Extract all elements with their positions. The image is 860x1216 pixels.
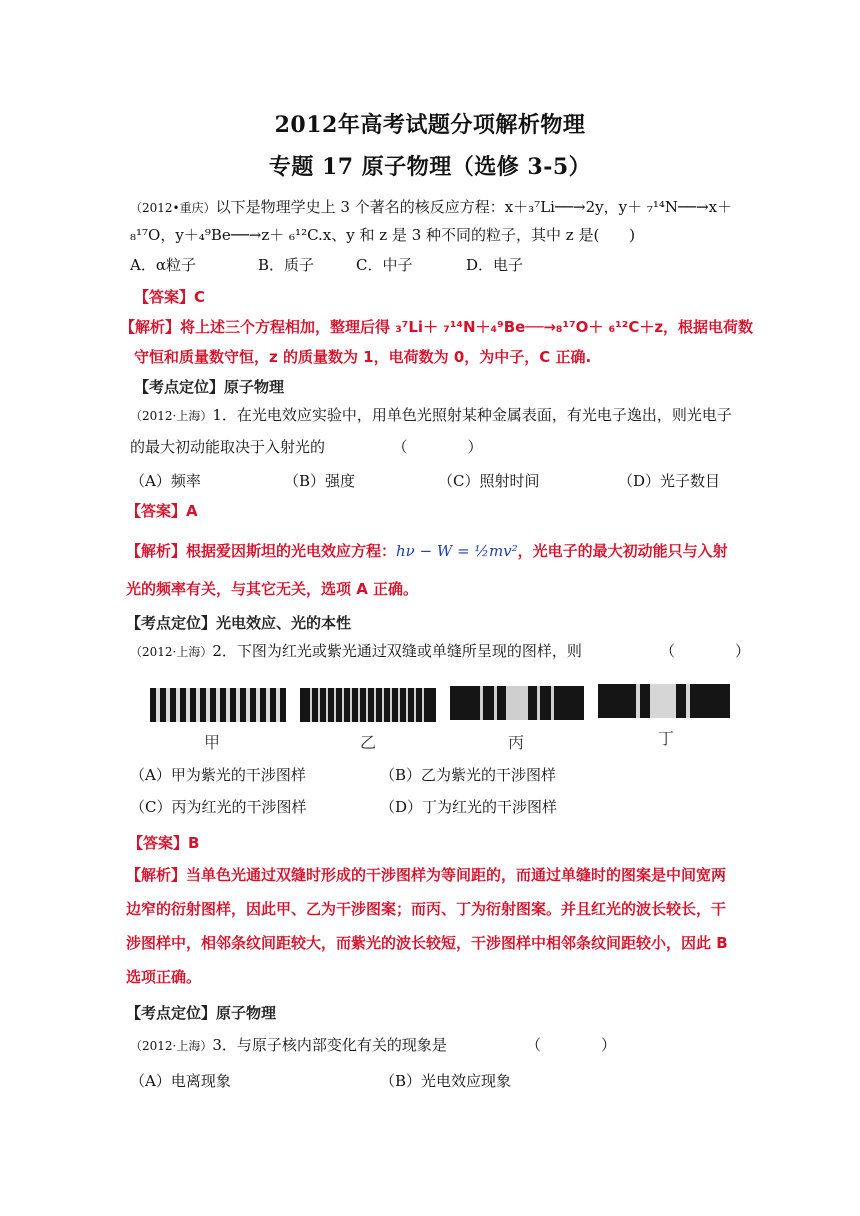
q3-source: （2012·上海） <box>130 645 213 659</box>
q2-option-a: （A）频率 <box>130 472 201 490</box>
document-title: 2012年高考试题分项解析物理 <box>274 112 586 138</box>
fringe-pattern-bing <box>450 686 584 720</box>
q3-paren: （ ） <box>660 642 751 660</box>
fringe-label-ding: 丁 <box>658 729 675 748</box>
q4-stem-line <box>130 1034 447 1055</box>
fringe-label-bing: 丙 <box>508 733 525 752</box>
q4-option-b: （B）光电效应现象 <box>380 1072 512 1090</box>
q4-source: （2012·上海） <box>130 1039 213 1053</box>
q3-point: 【考点定位】原子物理 <box>126 1004 277 1022</box>
fringe-bing-bands <box>480 686 554 720</box>
q3-option-d: （D）丁为红光的干涉图样 <box>380 798 558 816</box>
fringe-pattern-jia <box>150 688 286 722</box>
q3-stem-line <box>130 640 582 661</box>
q1-analysis-line2: 守恒和质量数守恒，z 的质量数为 1，电荷数为 0，为中子，C 正确. <box>134 348 592 366</box>
q2-option-d: （D）光子数目 <box>618 472 721 490</box>
q3-answer: 【答案】B <box>128 834 200 852</box>
q1-source: （2012•重庆） <box>130 201 216 215</box>
q1-stem-text1: 以下是物理学史上 3 个著名的核反应方程：x＋₃⁷Li──→2y，y＋ ₇¹⁴N──→x＋ <box>215 198 733 216</box>
q2-option-c: （C）照射时间 <box>438 472 540 490</box>
q1-option-b: B．质子 <box>258 256 315 274</box>
q1-stem-line2: ₈¹⁷O，y＋₄⁹Be──→z＋ ₆¹²C.x、y 和 z 是 3 种不同的粒子，其中 z 是( ) <box>130 226 636 244</box>
q2-source: （2012·上海） <box>130 409 213 423</box>
q2-formula: hν − W = ½mv² <box>396 542 518 560</box>
fringe-pattern-yi <box>300 688 436 722</box>
fringe-pattern-ding <box>598 684 730 718</box>
q1-analysis-line1: 【解析】将上述三个方程相加，整理后得 ₃⁷Li＋ ₇¹⁴N＋₄⁹Be──→₈¹⁷O＋ ₆¹²C＋z，根据电荷数 <box>120 318 754 336</box>
fringe-ding-svg <box>598 684 730 718</box>
fringe-label-jia: 甲 <box>204 733 221 752</box>
q2-analysis-pre: 【解析】根据爱因斯坦的光电效应方程： <box>126 542 397 560</box>
q3-analysis-line4: 选项正确。 <box>126 968 202 986</box>
q1-answer: 【答案】C <box>134 288 206 306</box>
q3-analysis-line3: 涉图样中，相邻条纹间距较大，而紫光的波长较短，干涉图样中相邻条纹间距较小，因此 B <box>126 934 728 952</box>
fringe-jia-bands <box>156 688 280 722</box>
q2-stem-line2: 的最大初动能取决于入射光的 （ ） <box>130 438 483 456</box>
q2-option-b: （B）强度 <box>284 472 356 490</box>
q2-analysis-post: ，光电子的最大初动能只与入射 <box>517 542 728 560</box>
q4-option-a: （A）电离现象 <box>130 1072 231 1090</box>
q2-analysis-line1 <box>126 540 728 561</box>
fringe-bing-svg <box>450 686 584 720</box>
q2-stem-line1 <box>130 404 732 425</box>
fringe-yi-svg <box>300 688 436 722</box>
q2-stem-text1: 1．在光电效应实验中，用单色光照射某种金属表面，有光电子逸出，则光电子 <box>212 406 732 424</box>
q2-answer: 【答案】A <box>126 502 198 520</box>
q3-option-c: （C）丙为红光的干涉图样 <box>130 798 307 816</box>
q1-option-a: A．α粒子 <box>130 256 196 274</box>
fringe-jia-svg <box>150 688 286 722</box>
document-subtitle: 专题 17 原子物理（选修 3-5） <box>268 154 592 180</box>
q1-stem-line1 <box>130 196 732 217</box>
fringe-ding-bands <box>636 684 690 718</box>
q4-paren: （ ） <box>526 1036 617 1054</box>
fringe-yi-bands <box>310 688 424 722</box>
q1-option-d: D．电子 <box>466 256 524 274</box>
q3-option-b: （B）乙为紫光的干涉图样 <box>380 766 557 784</box>
q1-point: 【考点定位】原子物理 <box>134 378 285 396</box>
q3-stem-text: 2．下图为红光或紫光通过双缝或单缝所呈现的图样，则 <box>212 642 582 660</box>
q4-stem-text: 3．与原子核内部变化有关的现象是 <box>212 1036 447 1054</box>
q3-option-a: （A）甲为紫光的干涉图样 <box>130 766 306 784</box>
q3-analysis-line1: 【解析】当单色光通过双缝时形成的干涉图样为等间距的，而通过单缝时的图案是中间宽两 <box>126 866 727 884</box>
fringe-label-yi: 乙 <box>360 733 377 752</box>
q2-analysis-line2: 光的频率有关，与其它无关，选项 A 正确。 <box>126 580 419 598</box>
q3-analysis-line2: 边窄的衍射图样，因此甲、乙为干涉图案；而丙、丁为衍射图案。并且红光的波长较长，干 <box>126 900 727 918</box>
q2-point: 【考点定位】光电效应、光的本性 <box>126 614 352 632</box>
q1-option-c: C．中子 <box>356 256 413 274</box>
